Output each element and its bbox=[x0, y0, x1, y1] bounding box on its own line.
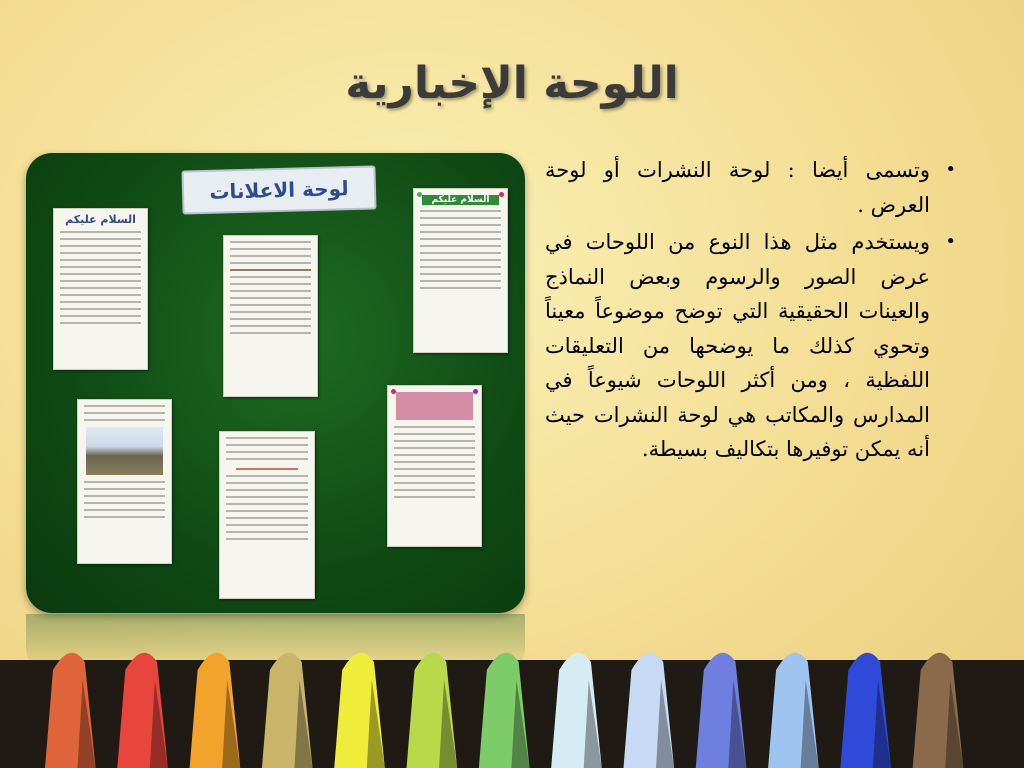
board-note bbox=[413, 188, 508, 353]
board-note bbox=[387, 385, 482, 547]
board-note bbox=[219, 431, 315, 599]
crayon-decoration bbox=[0, 640, 1024, 768]
note-photo bbox=[86, 427, 163, 475]
board-note bbox=[223, 235, 318, 397]
bulletin-board-image bbox=[26, 153, 525, 613]
bullet-item bbox=[545, 225, 956, 467]
bullet-icon: • bbox=[945, 159, 956, 180]
bullet-icon: • bbox=[945, 231, 956, 252]
board-note bbox=[53, 208, 148, 370]
bullet-text: ويستخدم مثل هذا النوع من اللوحات في عرض الصور والرسوم وبعض النماذج والعينات الحقيقية التي توضح موضوعاً معيناً وتحوي كذلك ما يوضحها من التعليقات اللفظية ، ومن أكثر اللوحات شيوعاً في المدارس والمكاتب هي لوحة النشرات حيث أنه يمكن توفيرها بتكاليف بسيطة. bbox=[545, 230, 930, 461]
note-heading: السلام عليكم bbox=[422, 195, 499, 205]
note-heading: السلام عليكم bbox=[65, 213, 136, 226]
slide-title: اللوحة الإخبارية bbox=[345, 58, 679, 109]
bullet-text: وتسمى أيضا : لوحة النشرات أو لوحة العرض . bbox=[545, 158, 930, 217]
note-banner bbox=[396, 392, 473, 420]
bullet-item bbox=[545, 153, 956, 222]
board-note bbox=[77, 399, 172, 564]
board-sign: لوحة الاعلانات bbox=[181, 165, 376, 214]
bullet-list bbox=[545, 153, 956, 470]
